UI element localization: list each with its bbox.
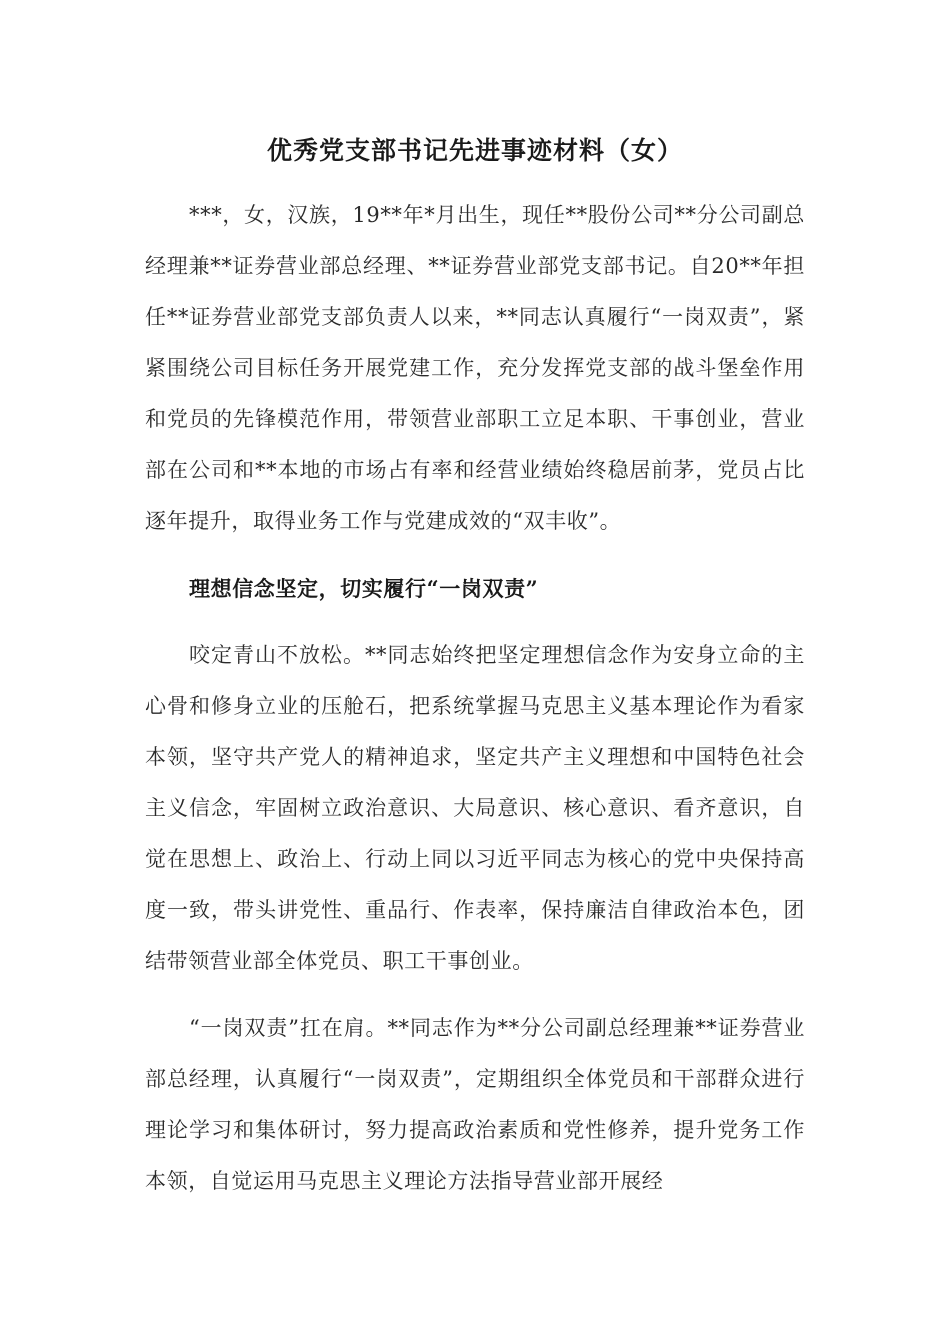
- section-heading: 理想信念坚定，切实履行“一岗双责”: [189, 576, 539, 601]
- section-paragraph-1: 咬定青山不放松。**同志始终把坚定理想信念作为安身立命的主心骨和修身立业的压舱石，把系统掌握马克思主义基本理论作为看家本领，坚守共产党人的精神追求，坚定共产主义理想和中国特色社会主义信念，牢固树立政治意识、大局意识、核心意识、看齐意识，自觉在思想上、政治上、行动上同以习近平同志为核心的党中央保持高度一致，带头讲党性、重品行、作表率，保持廉洁自律政治本色，团结带领营业部全体党员、职工干事创业。: [145, 643, 805, 973]
- document-title: 优秀党支部书记先进事迹材料（女）: [266, 136, 683, 165]
- intro-paragraph: ***，女，汉族，19**年*月出生，现任**股份公司**分公司副总经理兼**证券营业部总经理、**证券营业部党支部书记。自20**年担任**证券营业部党支部负责人以来，**同志认真履行“一岗双责”，紧紧围绕公司目标任务开展党建工作，充分发挥党支部的战斗堡垒作用和党员的先锋模范作用，带领营业部职工立足本职、干事创业，营业部在公司和**本地的市场占有率和经营业绩始终稳居前茅，党员占比逐年提升，取得业务工作与党建成效的“双丰收”。: [145, 203, 805, 533]
- section-paragraph-2: “一岗双责”扛在肩。**同志作为**分公司副总经理兼**证券营业部总经理，认真履行“一岗双责”，定期组织全体党员和干部群众进行理论学习和集体研讨，努力提高政治素质和党性修养，提升党务工作本领，自觉运用马克思主义理论方法指导营业部开展经: [145, 1016, 805, 1193]
- paragraph-gap: [145, 987, 805, 1003]
